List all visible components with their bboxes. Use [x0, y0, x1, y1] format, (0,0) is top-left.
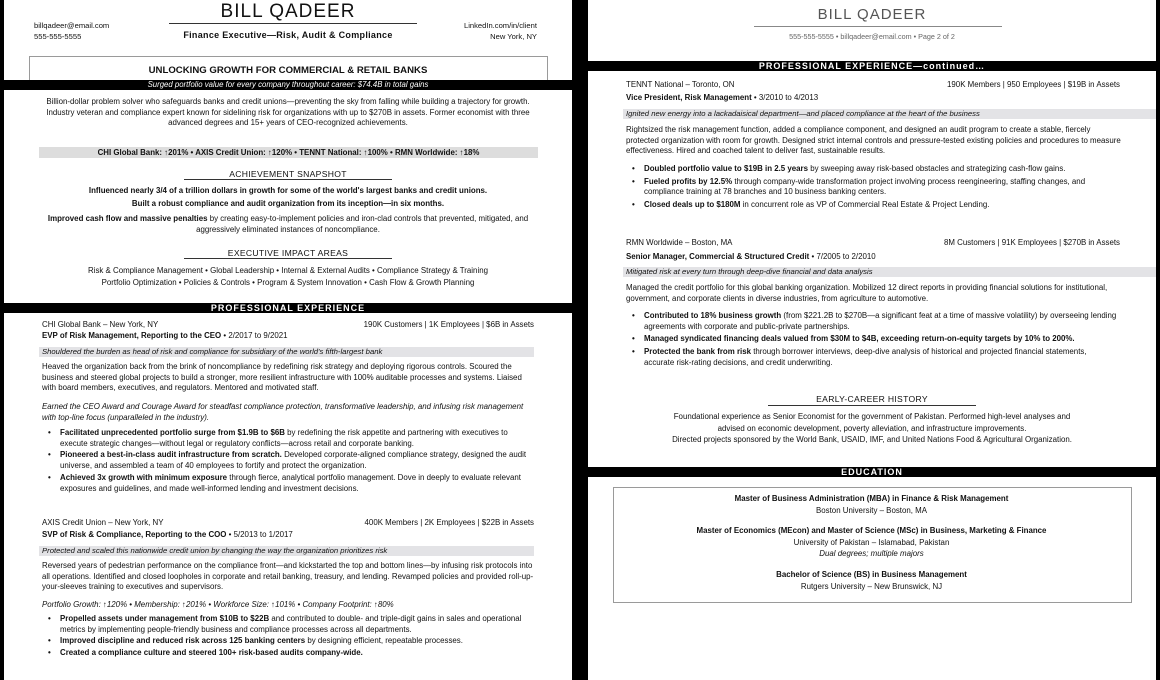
education-heading: EDUCATION: [588, 467, 1156, 477]
resume-page-2: [588, 0, 1156, 680]
contact-phone: 555-555-5555: [34, 32, 82, 41]
impact-line-2: Portfolio Optimization • Policies & Controls • Program & System Innovation • Cash Flow & Growth Planning: [101, 278, 475, 287]
list-item: • Propelled assets under management from $10B to $22B and contributed to double- and triple-digit gains in sales and operational metrics by implementing people-friendly business and compliance processes across all departments.: [42, 614, 532, 635]
job-title-line: SVP of Risk & Compliance, Reporting to the COO • 5/2013 to 1/2017: [42, 530, 293, 539]
job-company: CHI Global Bank – New York, NY: [42, 320, 159, 329]
job-company: TENNT National – Toronto, ON: [626, 80, 735, 89]
job-header-chi: [42, 320, 534, 331]
impact-rule: [184, 258, 392, 259]
early-career-heading: EARLY-CAREER HISTORY: [816, 394, 928, 404]
resume-page-1: [4, 0, 572, 680]
job-bullets: [626, 164, 1118, 211]
job-title-line: Vice President, Risk Management • 3/2010 to 4/2013: [626, 93, 819, 102]
job-title-line: EVP of Risk Management, Reporting to the CEO • 2/2017 to 9/2021: [42, 331, 288, 340]
name-rule: [754, 26, 1002, 27]
job-description: Reversed years of pedestrian performance on the compliance front—and kickstarted the top and bottom lines—by infusing risk protocols into all operations. Identified and closed loopholes in corporate and retail banking, treasury, and lending. Revamped policies and provided roll-up-your-sleeves training to executives and supervisors.: [42, 561, 534, 592]
contact-linkedin: LinkedIn.com/in/client: [463, 21, 537, 30]
job-band: Protected and scaled this nationwide credit union by changing the way the organization prioritizes risk: [39, 546, 534, 556]
experience-heading: PROFESSIONAL EXPERIENCE—continued…: [588, 61, 1156, 71]
snapshot-rule: [184, 179, 392, 180]
early-career-line-3: Directed projects sponsored by the World Bank, USAID, IMF, and United Nations Food & Agricultural Organization.: [672, 435, 1072, 444]
school-rutgers: Rutgers University – New Brunswick, NJ: [800, 582, 943, 591]
job-bullets: [42, 614, 532, 659]
list-item: • Protected the bank from risk through borrower interviews, deep-dive analysis of historical and projected financial statements, accurate risk-rating decisions, and credit underwriting.: [626, 347, 1118, 368]
early-career-line-2: advised on economic development, poverty alleviation, and infrastructure improvements.: [717, 424, 1027, 433]
list-item: • Pioneered a best-in-class audit infrastructure from scratch. Developed corporate-aligned compliance strategy, designed the audit universe, and assembled a team of 40 employees to fortify and protect the organization.: [42, 450, 532, 471]
impact-line-1: Risk & Compliance Management • Global Leadership • Internal & External Audits • Compliance Strategy & Training: [88, 266, 488, 275]
snapshot-heading: ACHIEVEMENT SNAPSHOT: [229, 169, 347, 179]
job-stats: 190K Customers | 1K Employees | $6B in Assets: [363, 320, 534, 329]
job-description: Managed the credit portfolio for this global banking organization. Mobilized 12 direct reports in providing financial solutions for institutional, government, and corporate clients in diverse industries, from agriculture to automotive.: [626, 283, 1108, 303]
job-stats: 8M Customers | 91K Employees | $270B in Assets: [943, 238, 1120, 247]
early-career-rule: [768, 405, 976, 406]
list-item: • Achieved 3x growth with minimum exposure through fierce, analytical portfolio management. Dove in deeply to evaluate relevant exposures and guidelines, and made well-informed lending and investment decisions.: [42, 473, 532, 494]
job-description: Rightsized the risk management function, added a compliance component, and designed an audit program to create a stable, fiercely protected organization with room for growth. Designed strict internal controls and pressure-tested existing policies and procedures to measure effectiveness. Hired and coached talent to deliver fast, sustainable results.: [626, 125, 1121, 156]
list-item: • Managed syndicated financing deals valued from $30M to $4B, exceeding return-on-equity targets by 10% to 200%.: [626, 334, 1118, 345]
banner-subtitle: Surged portfolio value for every company throughout career: $74.4B in total gains: [4, 80, 572, 90]
job-bullets: [626, 311, 1118, 369]
contact-email: billqadeer@email.com: [34, 21, 110, 30]
list-item: • Doubled portfolio value to $19B in 2.5 years by sweeping away risk-based obstacles and strategizing cash-flow gains.: [626, 164, 1118, 175]
job-stats: 400K Members | 2K Employees | $22B in Assets: [364, 518, 534, 527]
degree-note: Dual degrees; multiple majors: [819, 549, 924, 558]
job-description: Heaved the organization back from the brink of noncompliance by redefining risk strategy and deploying rigorous controls. Scoured the business and steered global projects to build a stronger, more resilient infrastructure with 100% auditable processes and systems. Liaised with board members, executives, and regulators. Mentored and motivated staff.: [42, 362, 522, 393]
contact-line: 555-555-5555 • billqadeer@email.com • Page 2 of 2: [789, 32, 955, 41]
candidate-name: BILL QADEER: [817, 6, 927, 23]
candidate-name: BILL QADEER: [220, 1, 356, 22]
job-title-line: Senior Manager, Commercial & Structured Credit • 7/2005 to 2/2010: [626, 252, 876, 261]
list-item: • Contributed to 18% business growth (from $221.2B to $270B—a significant feat at a time of massive volatility) by overseeing lending agreements with corporate and public-private partnerships.: [626, 311, 1118, 332]
job-header-tennt: [626, 80, 1120, 91]
school-pakistan: University of Pakistan – Islamabad, Pakistan: [793, 538, 950, 547]
job-company: AXIS Credit Union – New York, NY: [42, 518, 164, 527]
degree-bs: Bachelor of Science (BS) in Business Management: [776, 570, 967, 579]
degree-mba: Master of Business Administration (MBA) in Finance & Risk Management: [734, 494, 1009, 503]
contact-location: New York, NY: [490, 32, 537, 41]
job-metrics: Portfolio Growth: ↑120% • Membership: ↑201% • Workforce Size: ↑101% • Company Footprint: ↑80%: [42, 600, 394, 609]
growth-strip: CHI Global Bank: ↑201% • AXIS Credit Union: ↑120% • TENNT National: ↑100% • RMN Worldwide: ↑18%: [39, 147, 538, 158]
job-header-axis: [42, 518, 534, 529]
job-band: Ignited new energy into a lackadaisical department—and placed compliance at the heart of the business: [623, 109, 1156, 119]
list-item: • Created a compliance culture and steered 100+ risk-based audits company-wide.: [42, 648, 532, 659]
name-rule: [169, 23, 417, 24]
impact-heading: EXECUTIVE IMPACT AREAS: [227, 248, 349, 258]
job-stats: 190K Members | 950 Employees | $19B in Assets: [947, 80, 1120, 89]
list-item: • Facilitated unprecedented portfolio surge from $1.9B to $6B by redefining the risk appetite and partnering with executives to execute strategic changes—without legal or regulatory conflicts—across retail and corporate banking.: [42, 428, 532, 449]
degree-mecon: Master of Economics (MEcon) and Master of Science (MSc) in Business, Marketing & Finance: [696, 526, 1047, 535]
job-band: Shouldered the burden as head of risk and compliance for subsidiary of the world's fifth-largest bank: [39, 347, 534, 357]
job-bullets: [42, 428, 532, 494]
headline: Finance Executive—Risk, Audit & Compliance: [183, 30, 393, 40]
list-item: • Closed deals up to $180M in concurrent role as VP of Commercial Real Estate & Project Lending.: [626, 200, 1118, 211]
job-award: Earned the CEO Award and Courage Award for steadfast compliance protection, transformative leadership, and infusing risk management with top-line focus (unparalleled in the industry).: [42, 402, 524, 422]
snapshot-item-1: Influenced nearly 3/4 of a trillion dollars in growth for some of the world's largest banks and credit unions.: [88, 186, 488, 195]
experience-heading: PROFESSIONAL EXPERIENCE: [4, 303, 572, 313]
snapshot-item-3: Improved cash flow and massive penalties by creating easy-to-implement policies and iron-clad controls that prevented, mitigated, and aggressively eliminated instances of noncompliance.: [47, 214, 529, 234]
job-header-rmn: [626, 238, 1120, 249]
banner-title: UNLOCKING GROWTH FOR COMMERCIAL & RETAIL BANKS: [148, 65, 428, 76]
job-band: Mitigated risk at every turn through deep-dive financial and data analysis: [623, 267, 1156, 277]
snapshot-item-2: Built a robust compliance and audit organization from its inception—in six months.: [131, 199, 445, 208]
school-bu: Boston University – Boston, MA: [816, 506, 927, 515]
early-career-line-1: Foundational experience as Senior Economist for the government of Pakistan. Performed high-level analyses and: [673, 412, 1071, 421]
summary: Billion-dollar problem solver who safeguards banks and credit unions—preventing the sky from falling while building a trajectory for growth. Industry veteran and compliance expert known for sidelining risk for organizations with up to $270B in assets. Former economist with three advanced degrees and 15+ years of CEO-recognized achievements.: [46, 97, 530, 128]
job-company: RMN Worldwide – Boston, MA: [626, 238, 733, 247]
list-item: • Improved discipline and reduced risk across 125 banking centers by designing efficient, repeatable processes.: [42, 636, 532, 647]
list-item: • Fueled profits by 12.5% through company-wide transformation project involving process reengineering, staffing changes, and compliance training at 78 branches and 10 business banking centers.: [626, 177, 1118, 198]
